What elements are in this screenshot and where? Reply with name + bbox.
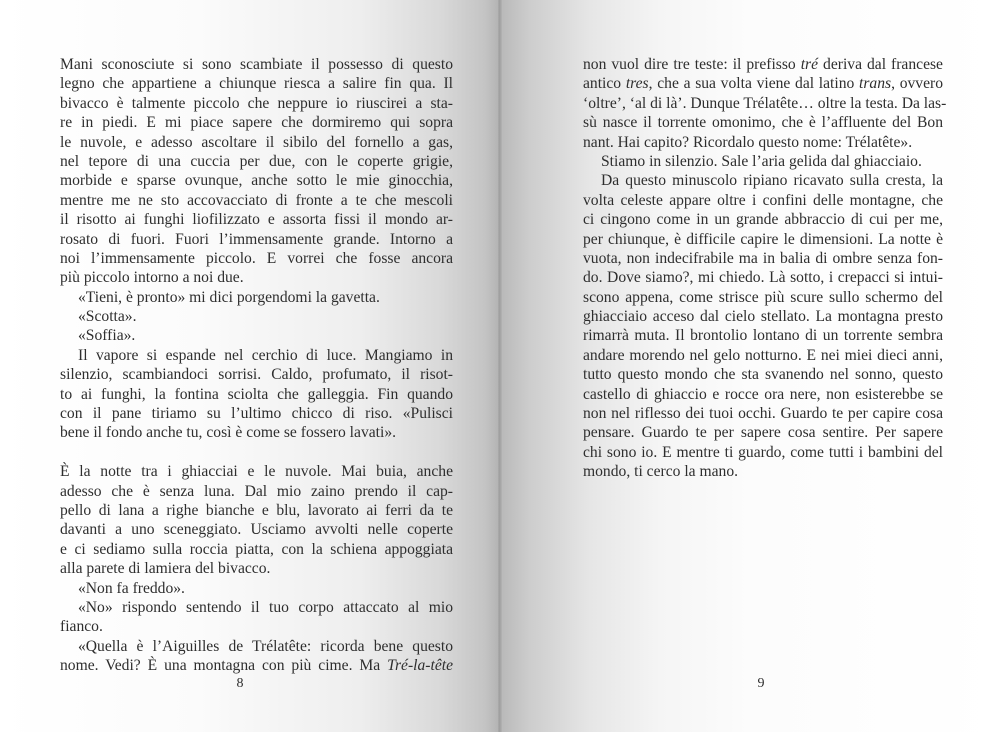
text-line [583, 210, 943, 229]
text-line [60, 55, 453, 74]
line-text: fianco. [60, 618, 103, 636]
text-line [60, 288, 453, 307]
line-text: mondo, ti cerco la mano. [583, 463, 739, 481]
line-text: nome. Vedi? È una montagna con più cime. Ma [60, 657, 388, 675]
line-text: più piccolo intorno a noi due. [60, 269, 244, 287]
page-number-right: 9 [757, 676, 765, 691]
text-line [583, 385, 943, 404]
line-text: do. Dove siamo?, mi chiedo. Là sotto, i crepacci si intui- [583, 269, 943, 287]
text-line [60, 579, 453, 598]
text-line [60, 249, 453, 268]
line-text: chi sono io. E mentre ti guardo, come tutti i bambini del [583, 443, 943, 461]
text-line [583, 74, 943, 93]
line-text: mentre me ne sto accovacciato di fronte a te che mescoli [60, 191, 453, 209]
italic-text: Tré-la-tête [387, 657, 453, 675]
text-line [60, 520, 453, 539]
line-text: e ci sediamo sulla roccia piatta, con la schiena appoggiata [60, 540, 453, 558]
line-text: bene il fondo anche tu, così è come se fossero lavati». [60, 424, 397, 442]
text-line [60, 94, 453, 113]
text-line [583, 94, 947, 113]
text-line [60, 230, 453, 249]
text-line [583, 268, 943, 287]
page-number-left: 8 [236, 676, 244, 691]
left-page-text [60, 55, 453, 676]
text-line [583, 346, 943, 365]
line-text: volta celeste appare oltre i confini delle montagne, che [583, 191, 943, 209]
line-text: nant. Hai capito? Ricordalo questo nome: Trélatête». [583, 133, 913, 151]
text-line [60, 482, 453, 501]
text-line [583, 133, 943, 152]
line-text: morbide e sparse ovunque, anche sotto le mie ginocchia, [60, 172, 453, 190]
line-text: , ovvero [891, 75, 943, 93]
line-text: con il pane tiriamo su l’ultimo chicco di riso. «Pulisci [60, 405, 453, 423]
line-text: adesso che è senza luna. Dal mio zaino prendo il cap- [60, 482, 453, 500]
text-line [60, 152, 453, 171]
text-line [583, 326, 943, 345]
line-text: «Scotta». [78, 308, 137, 326]
book-gutter [498, 0, 502, 732]
text-line [60, 501, 453, 520]
text-line [60, 385, 453, 404]
line-text: Stiamo in silenzio. Sale l’aria gelida dal ghiacciaio. [601, 152, 922, 170]
text-line [60, 171, 453, 190]
line-text: Mani sconosciute si sono scambiate il possesso di questo [60, 56, 453, 73]
text-line [60, 74, 453, 93]
line-text: rosato di fuori. Fuori l’immensamente grande. Intorno a [60, 230, 453, 248]
text-line [583, 152, 943, 171]
line-text: to ai funghi, la fontina sciolta che galleggia. Fin quando [60, 385, 453, 403]
line-text: legno che appartiene a chiunque riesca a salire fin qua. Il [60, 75, 453, 93]
line-text: È la notte tra i ghiacciai e le nuvole. Mai buia, anche [60, 463, 453, 481]
line-text: ‘oltre’, ‘al di là’. Dunque Trélatête… oltre la testa. Da las- [583, 94, 947, 112]
text-line [60, 462, 453, 481]
text-line [60, 191, 453, 210]
line-text: le nuvole, e adesso ascoltare il sibilo del fornello a gas, [60, 133, 453, 151]
text-line [60, 365, 453, 384]
line-text: «Tieni, è pronto» mi dici porgendomi la gavetta. [78, 288, 380, 306]
text-line [60, 113, 453, 132]
line-text: ghiacciaio acceso dal cielo stellato. La montagna presto [583, 308, 943, 326]
text-line [60, 268, 453, 287]
text-line [583, 462, 943, 481]
text-line [60, 637, 453, 656]
line-text: vuota, non indecifrabile ma in balia di ombre senza fon- [583, 249, 943, 267]
line-text: non nel riflesso dei tuoi occhi. Guardo te per capire cosa [583, 405, 943, 423]
line-text: il risotto ai funghi liofilizzato e assorta fissi il mondo ar- [60, 211, 453, 229]
right-page [500, 0, 1000, 732]
line-text: antico [583, 75, 626, 93]
line-text: pello di lana a righe bianche e blu, lavorato ai ferri da te [60, 501, 453, 519]
line-text: deriva dal francese [818, 56, 943, 73]
line-text: bivacco è talmente piccolo che neppure io riuscirei a sta- [60, 94, 453, 112]
text-line [60, 598, 453, 617]
line-text: Il vapore si espande nel cerchio di luce. Mangiamo in [78, 346, 453, 364]
text-line [60, 423, 453, 442]
text-line [60, 346, 453, 365]
line-text: Da questo minuscolo ripiano ricavato sulla cresta, la [601, 172, 943, 190]
line-text: ci cingono come in un grande abbraccio di cui per me, [583, 211, 943, 229]
text-line [583, 404, 943, 423]
text-line [583, 113, 943, 132]
italic-text: tres [625, 75, 649, 93]
text-line [60, 404, 453, 423]
text-line [60, 540, 453, 559]
line-text: «No» rispondo sentendo il tuo corpo attaccato al mio [78, 598, 453, 616]
italic-text: trans [859, 75, 892, 93]
line-text: scono appena, come strisce più scure sullo schermo del [583, 288, 943, 306]
line-text: andare morendo nel gelo notturno. E nei miei dieci anni, [583, 346, 943, 364]
text-line [583, 191, 943, 210]
line-text: tutto questo mondo che sta svanendo nel sonno, questo [583, 366, 943, 384]
text-line [583, 249, 943, 268]
text-line [583, 55, 943, 74]
text-line [583, 443, 943, 462]
line-text: nel tepore di una cuccia per due, con le coperte grigie, [60, 152, 453, 170]
line-text: per chiunque, è difficile capire le dimensioni. La notte è [583, 230, 943, 248]
text-line [583, 230, 943, 249]
text-line [60, 559, 453, 578]
right-page-text [583, 55, 947, 482]
line-text: silenzio, scambiandoci sorrisi. Caldo, profumato, il risot- [60, 366, 453, 384]
text-line [583, 171, 943, 190]
line-text: «Soffia». [78, 327, 136, 345]
line-text: «Quella è l’Aiguilles de Trélatête: ricorda bene questo [78, 637, 453, 655]
text-line [583, 365, 943, 384]
text-line [60, 617, 453, 636]
line-text: noi l’immensamente piccolo. E vorrei che fosse ancora [60, 249, 453, 267]
text-line [583, 423, 943, 442]
text-line [60, 307, 453, 326]
text-line [583, 307, 943, 326]
line-text: sù nasce il torrente omonimo, che è l’affluente del Bon [583, 114, 943, 132]
text-line [60, 326, 453, 345]
line-text: alla parete di lamiera del bivacco. [60, 560, 271, 578]
line-text: castello di ghiaccio e rocce ora nere, non esisterebbe se [583, 385, 943, 403]
line-text: re in piedi. E mi piace sapere che dormiremo qui sopra [60, 114, 453, 132]
text-line [60, 656, 453, 675]
line-text: , che a sua volta viene dal latino [648, 75, 860, 93]
line-text: «Non fa freddo». [78, 579, 185, 597]
line-text: davanti a uno sceneggiato. Usciamo avvolti nelle coperte [60, 521, 453, 539]
text-line [583, 288, 943, 307]
text-line [60, 133, 453, 152]
text-line [60, 210, 453, 229]
italic-text: tré [800, 56, 819, 73]
line-text: non vuol dire tre teste: il prefisso [583, 56, 801, 73]
section-break [60, 443, 453, 462]
line-text: pensare. Guardo te per sapere cosa sentire. Per sapere [583, 424, 943, 442]
line-text: rimarrà muta. Il brontolio lontano di un torrente sembra [583, 327, 943, 345]
